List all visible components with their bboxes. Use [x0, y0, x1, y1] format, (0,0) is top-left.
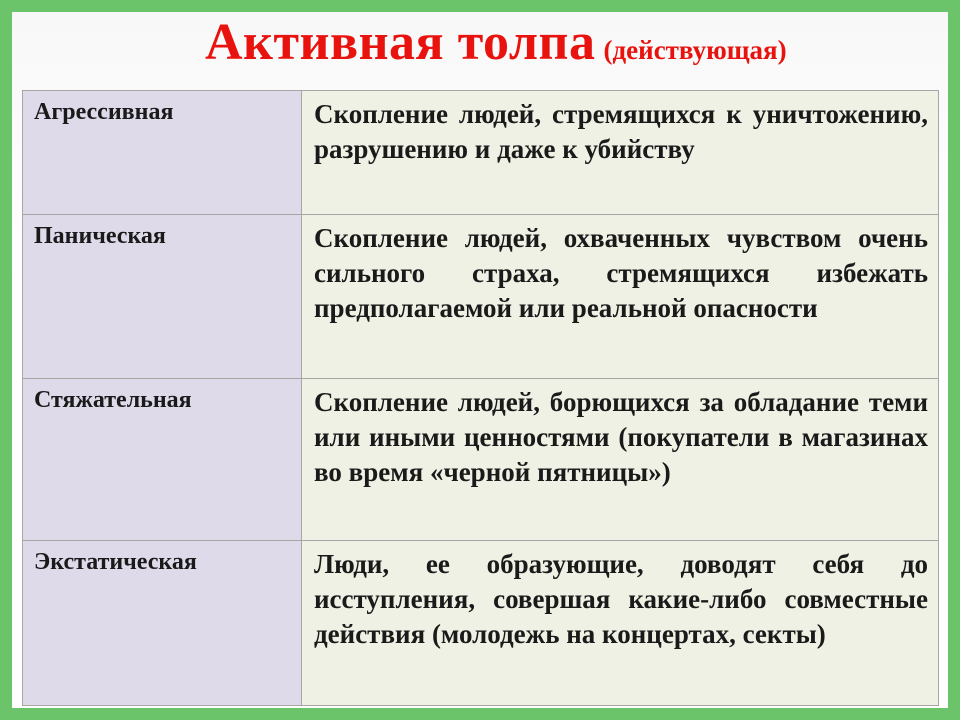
table-row — [23, 91, 939, 215]
crowd-type-name: Экстатическая — [23, 541, 302, 706]
table-row — [23, 379, 939, 541]
crowd-type-description: Скопление людей, борющихся за обладание теми или иными ценностями (покупатели в магазинах во время «черной пятницы») — [302, 379, 939, 541]
crowd-type-name: Стяжательная — [23, 379, 302, 541]
crowd-types-table — [22, 90, 939, 706]
title-sub: (действующая) — [603, 35, 787, 65]
crowd-type-description: Люди, ее образующие, доводят себя до исступления, совершая какие-либо совместные действия (молодежь на концертах, секты) — [302, 541, 939, 706]
slide-title — [205, 13, 787, 72]
crowd-type-name: Агрессивная — [23, 91, 302, 215]
table-row — [23, 215, 939, 379]
crowd-type-name: Паническая — [23, 215, 302, 379]
table-row — [23, 541, 939, 706]
title-main: Активная толпа — [205, 14, 596, 71]
crowd-type-description: Скопление людей, охваченных чувством очень сильного страха, стремящихся избежать предполагаемой или реальной опасности — [302, 215, 939, 379]
crowd-type-description: Скопление людей, стремящихся к уничтожению, разрушению и даже к убийству — [302, 91, 939, 215]
